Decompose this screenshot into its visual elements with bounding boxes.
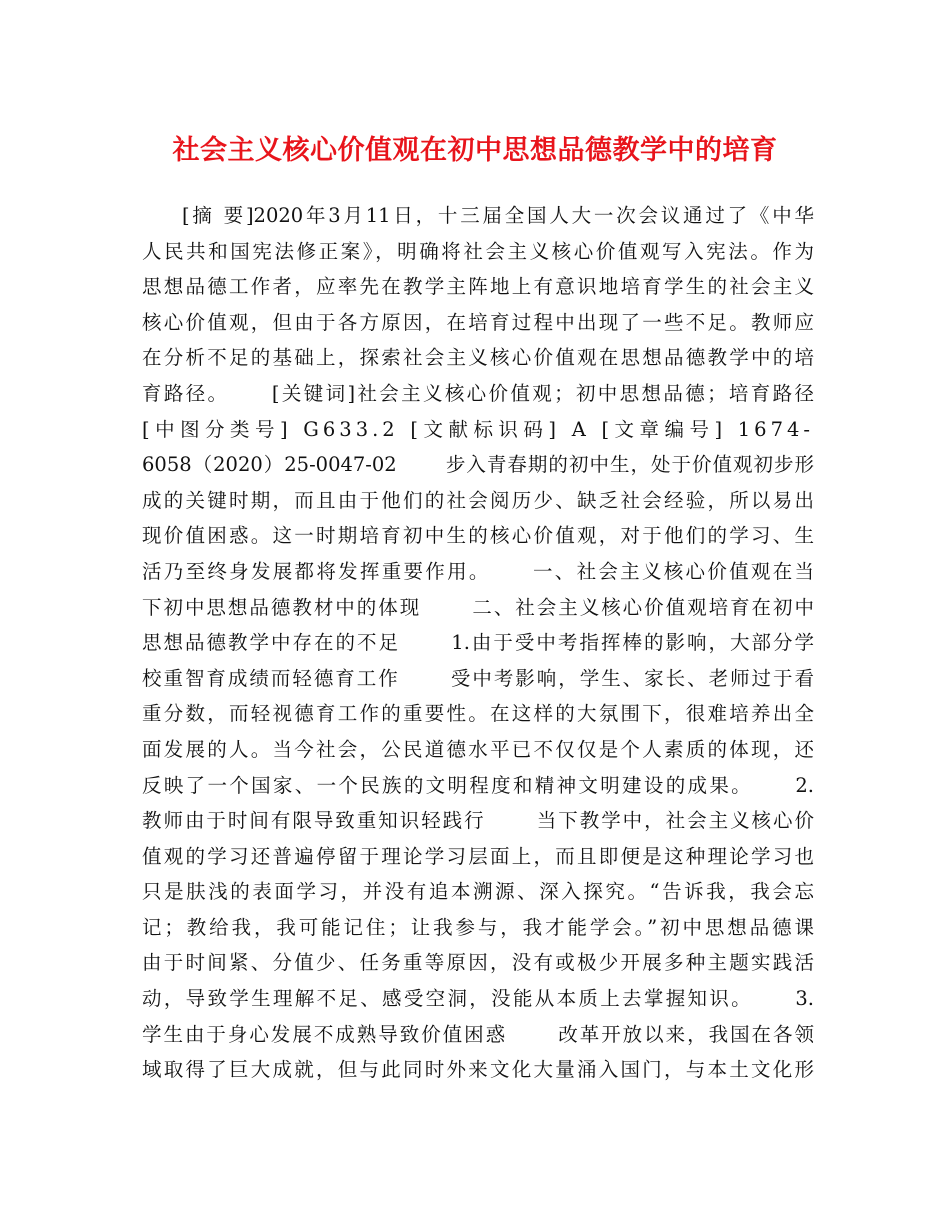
text-line: 思想品德工作者，应率先在教学主阵地上有意识地培育学生的社会主义 xyxy=(142,275,814,299)
text-line: 育路径。 [关键词]社会主义核心价值观；初中思想品德；培育路径 xyxy=(142,381,814,405)
text-line: 值观的学习还普遍停留于理论学习层面上，而且即便是这种理论学习也 xyxy=(142,844,814,868)
document-title: 社会主义核心价值观在初中思想品德教学中的培育 xyxy=(172,135,778,166)
text-line: 核心价值观，但由于各方原因，在培育过程中出现了一些不足。教师应 xyxy=(142,310,814,334)
text-line: 反映了一个国家、一个民族的文明程度和精神文明建设的成果。 2. xyxy=(142,773,814,797)
text-line: 6058（2020）25-0047-02 步入青春期的初中生，处于价值观初步形 xyxy=(142,453,814,477)
text-line: 下初中思想品德教材中的体现 二、社会主义核心价值观培育在初中 xyxy=(142,595,814,619)
text-line: 在分析不足的基础上，探索社会主义核心价值观在思想品德教学中的培 xyxy=(142,346,814,370)
text-line: 思想品德教学中存在的不足 1.由于受中考指挥棒的影响，大部分学 xyxy=(142,631,814,655)
text-line: [中图分类号] G633.2 [文献标识码] A [文章编号] 1674- xyxy=(142,417,814,441)
text-line: 记；教给我，我可能记住；让我参与，我才能学会。”初中思想品德课 xyxy=(142,915,814,939)
text-line: 面发展的人。当今社会，公民道德水平已不仅仅是个人素质的体现，还 xyxy=(142,737,814,761)
text-line: 由于时间紧、分值少、任务重等原因，没有或极少开展多种主题实践活 xyxy=(142,951,814,975)
text-line: 活乃至终身发展都将发挥重要作用。 一、社会主义核心价值观在当 xyxy=(142,559,814,583)
text-line: 教师由于时间有限导致重知识轻践行 当下教学中，社会主义核心价 xyxy=(142,809,814,833)
text-line: 校重智育成绩而轻德育工作 受中考影响，学生、家长、老师过于看 xyxy=(142,666,814,690)
text-line: 现价值困惑。这一时期培育初中生的核心价值观，对于他们的学习、生 xyxy=(142,524,814,548)
text-line: 重分数，而轻视德育工作的重要性。在这样的大氛围下，很难培养出全 xyxy=(142,702,814,726)
text-line: 学生由于身心发展不成熟导致价值困惑 改革开放以来，我国在各领 xyxy=(142,1022,814,1046)
text-line: 成的关键时期，而且由于他们的社会阅历少、缺乏社会经验，所以易出 xyxy=(142,488,814,512)
text-line: 域取得了巨大成就，但与此同时外来文化大量涌入国门，与本土文化形 xyxy=(142,1058,814,1082)
text-line: 人民共和国宪法修正案》，明确将社会主义核心价值观写入宪法。作为 xyxy=(142,239,814,263)
text-line: 动，导致学生理解不足、感受空洞，没能从本质上去掌握知识。 3. xyxy=(142,987,814,1011)
text-line: 只是肤浅的表面学习，并没有追本溯源、深入探究。“告诉我，我会忘 xyxy=(142,880,814,904)
text-line: [摘 要]2020年3月11日，十三届全国人大一次会议通过了《中华 xyxy=(182,204,814,227)
document-body xyxy=(142,198,814,1088)
